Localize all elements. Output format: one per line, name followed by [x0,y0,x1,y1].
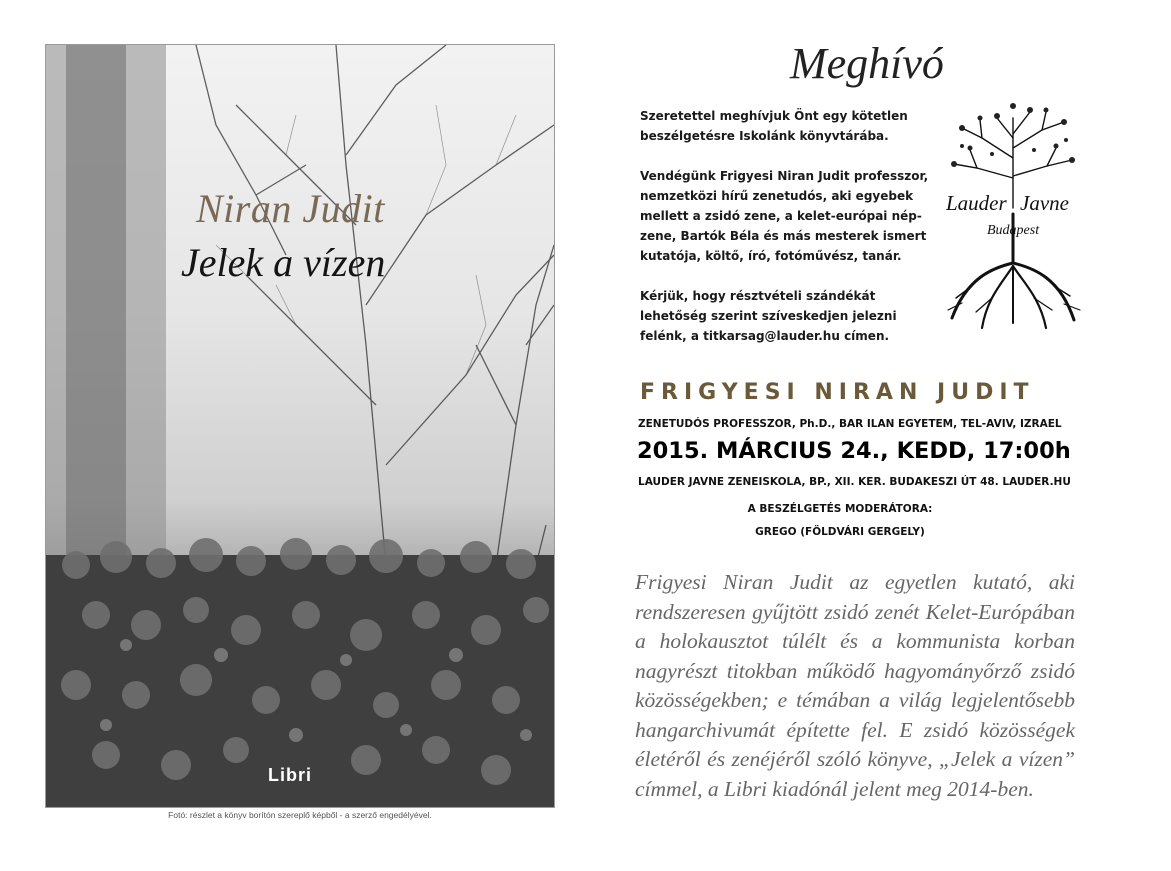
intro-paragraph-3: Kérjük, hogy résztvételi szándékát lehetőség szerint szíveskedjen jelezni felénk, a titkarsag@lauder.hu címen. [640,289,897,343]
logo-javne: Javne [1020,191,1069,215]
photo-caption: Fotó: részlet a könyv borítón szereplő képből - a szerző engedélyével. [168,810,432,820]
cover-photo [46,45,554,807]
cover-title: Jelek a vízen [181,240,386,285]
lauder-javne-logo [942,98,1084,334]
intro-paragraph-1: Szeretettel meghívjuk Önt egy kötetlen beszélgetésre Iskolánk könyvtárába. [640,109,908,143]
moderator-name: GREGO (FÖLDVÁRI GERGELY) [755,526,925,538]
logo-lauder: Lauder [946,191,1007,215]
book-description: Frigyesi Niran Judit az egyetlen kutató, aki rendszeresen gyűjtött zsidó zenét Kelet-Európában a holokausztot túlélt és a kommunista korban nagyrészt titokban működő hagyományőrző zsidó közösségekben; e témában a világ legjelentősebb hangarchivumát építette fel. E zsidó közösségek életéről és zenéjéről szóló könyve, „Jelek a vízen” címmel, a Libri kiadónál jelent meg 2014-ben. [635,570,1075,801]
intro-paragraph-2: Vendégünk Frigyesi Niran Judit professzor, nemzetközi hírű zenetudós, aki egyebek mellett a zsidó zene, a kelet-európai nép-zene, Bartók Béla és más mesterek ismert kutatója, költő, író, fotóművész, tanár. [640,169,929,263]
guest-title: ZENETUDÓS PROFESSZOR, Ph.D., BAR ILAN EGYETEM, TEL-AVIV, IZRAEL [638,418,1062,430]
publisher-logo: Libri [268,765,312,785]
moderator-label: A BESZÉLGETÉS MODERÁTORA: [747,503,933,515]
guest-name: FRIGYESI NIRAN JUDIT [640,380,1035,405]
event-venue: LAUDER JAVNE ZENEISKOLA, BP., XII. KER. BUDAKESZI ÚT 48. LAUDER.HU [638,476,1071,488]
invitation-heading: Meghívó [790,39,944,88]
cover-author: Niran Judit [196,186,385,231]
book-cover [45,44,555,808]
event-date: 2015. MÁRCIUS 24., KEDD, 17:00h [637,438,1071,464]
logo-budapest: Budapest [987,223,1040,238]
